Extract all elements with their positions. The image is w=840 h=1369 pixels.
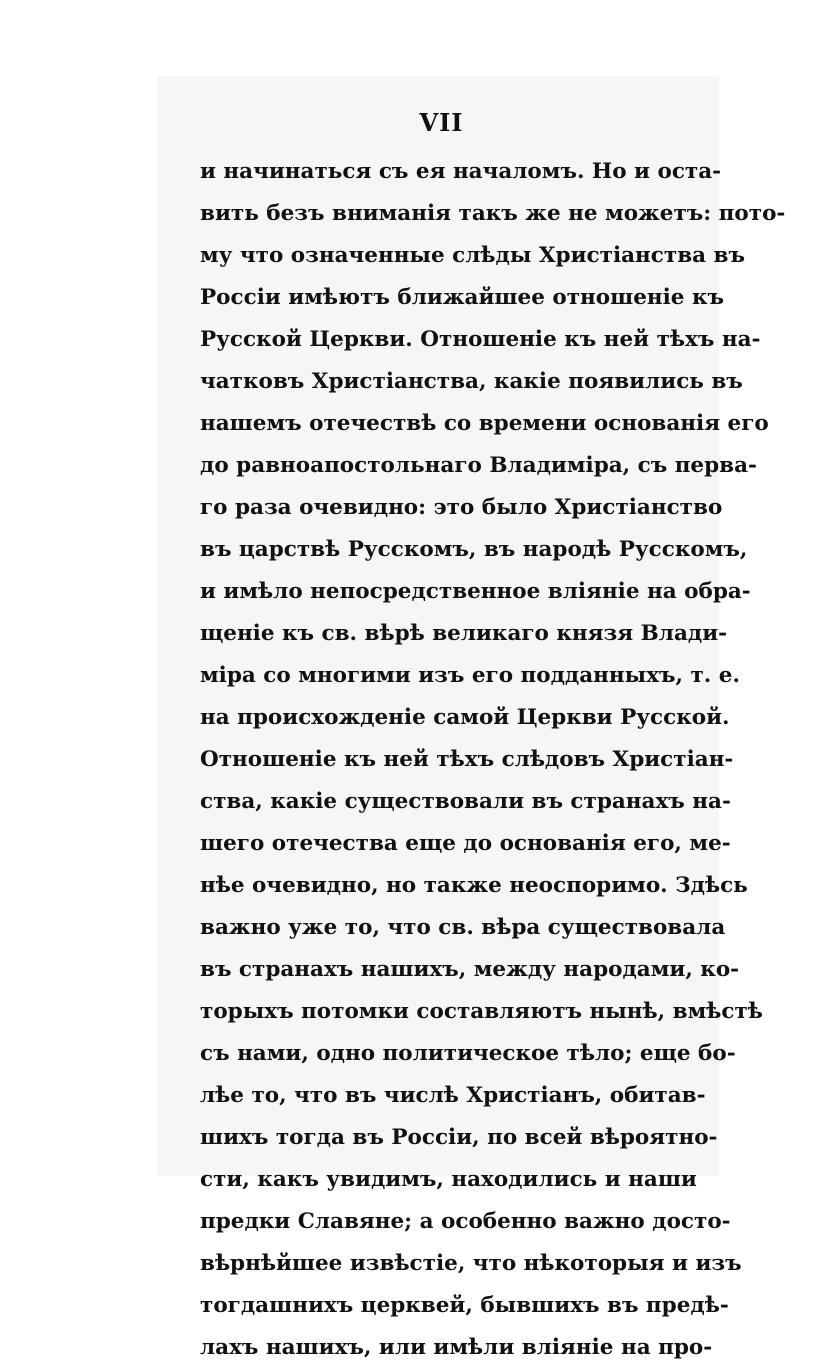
text-line: тогдашнихъ церквей, бывшихъ въ предѣ-: [200, 1293, 729, 1318]
text-line: съ нами, одно политическое тѣло; еще бо-: [200, 1041, 736, 1066]
text-line: сти, какъ увидимъ, находились и наши: [200, 1167, 697, 1192]
text-line: вѣрнѣйшее извѣстіе, что нѣкоторыя и изъ: [200, 1251, 742, 1276]
text-line: до равноапостольнаго Владиміра, съ перва-: [200, 453, 757, 478]
text-line: му что означенные слѣды Христіанства въ: [200, 243, 745, 268]
text-line: торыхъ потомки составляютъ нынѣ, вмѣстѣ: [200, 999, 763, 1024]
text-line: Русской Церкви. Отношеніе къ ней тѣхъ на-: [200, 327, 761, 352]
text-line: важно уже то, что св. вѣра существовала: [200, 915, 726, 940]
text-line: на происхожденіе самой Церкви Русской.: [200, 705, 730, 730]
page-number: VII: [419, 108, 464, 137]
text-line: вить безъ вниманія такъ же не можетъ: пото-: [200, 201, 786, 226]
body-text: [200, 151, 786, 1369]
text-line: міра со многими изъ его подданныхъ, т. е.: [200, 663, 740, 688]
text-line: ства, какіе существовали въ странахъ на-: [200, 789, 731, 814]
text-line: шего отечества еще до основанія его, ме-: [200, 831, 731, 856]
text-line: щеніе къ св. вѣрѣ великаго князя Влади-: [200, 621, 728, 646]
text-line: го раза очевидно: это было Христіанство: [200, 495, 723, 520]
text-line: нашемъ отечествѣ со времени основанія его: [200, 411, 769, 436]
text-line: Россіи имѣютъ ближайшее отношеніе къ: [200, 285, 724, 310]
text-line: въ странахъ нашихъ, между народами, ко-: [200, 957, 740, 982]
text-line: шихъ тогда въ Россіи, по всей вѣроятно-: [200, 1125, 718, 1150]
text-line: въ царствѣ Русскомъ, въ народѣ Русскомъ,: [200, 537, 748, 562]
text-line: и имѣло непосредственное вліяніе на обра-: [200, 579, 751, 604]
text-line: чатковъ Христіанства, какіе появились въ: [200, 369, 743, 394]
text-line: предки Славяне; а особенно важно досто-: [200, 1209, 731, 1234]
text-line: и начинаться съ ея началомъ. Но и оста-: [200, 159, 722, 184]
text-line: Отношеніе къ ней тѣхъ слѣдовъ Христіан-: [200, 747, 734, 772]
text-line: лахъ нашихъ, или имѣли вліяніе на про-: [200, 1335, 713, 1360]
text-line: нѣе очевидно, но также неоспоримо. Здѣсь: [200, 873, 748, 898]
text-line: лѣе то, что въ числѣ Христіанъ, обитав-: [200, 1083, 706, 1108]
